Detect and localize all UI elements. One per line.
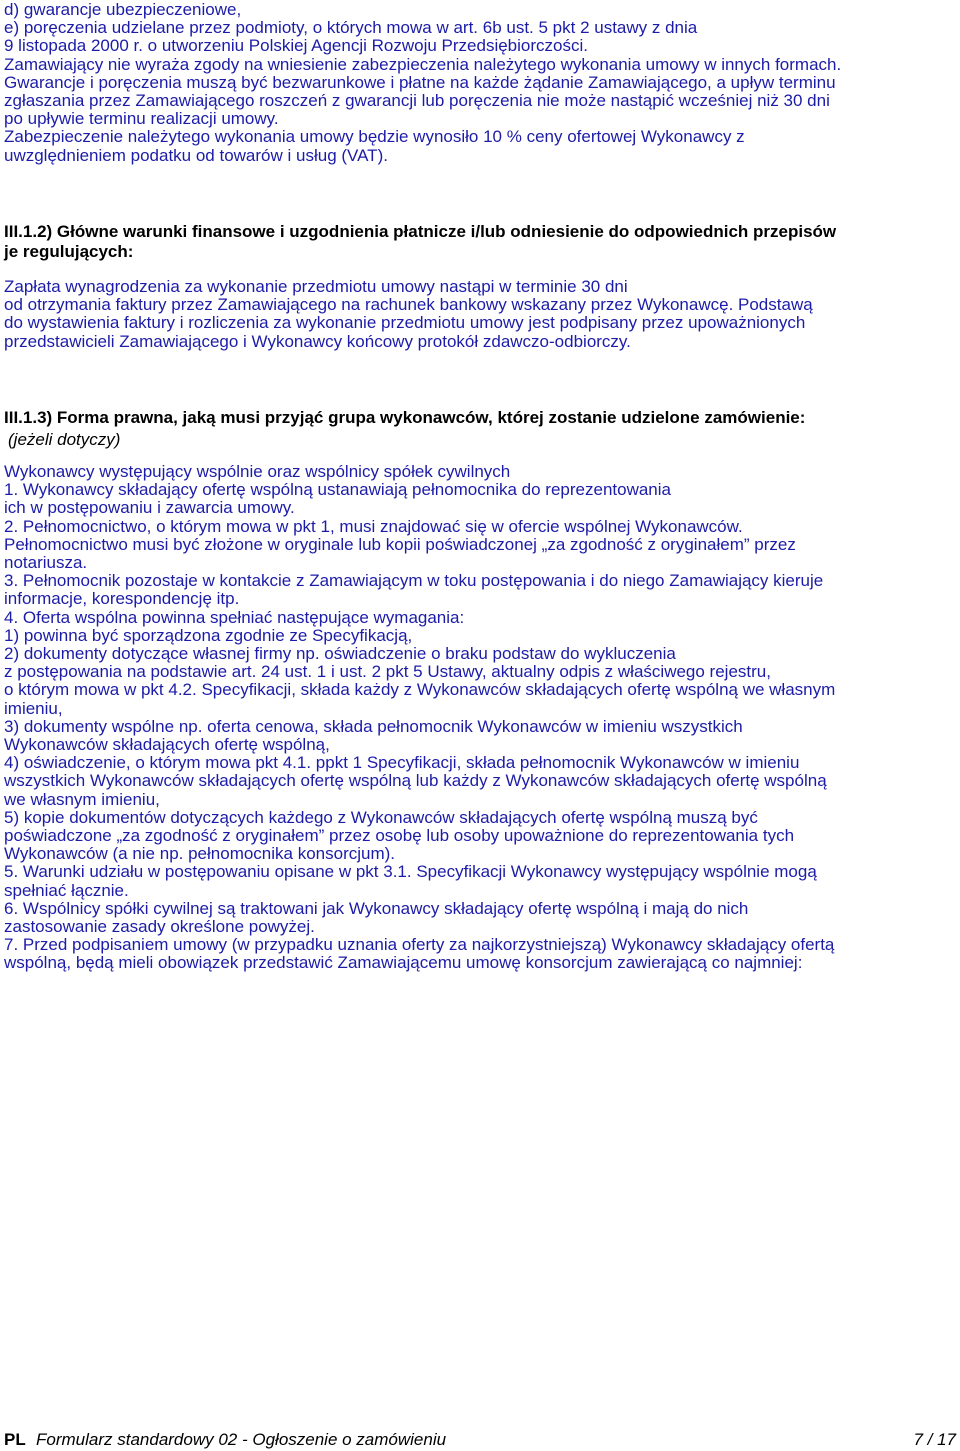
text-line: imieniu, (4, 698, 63, 718)
text-line: ich w postępowaniu i zawarcia umowy. (4, 498, 295, 518)
footer-page-number: 7 / 17 (913, 1430, 956, 1449)
text-line: wspólną, będą mieli obowiązek przedstawić Zamawiającemu umowę konsorcjum zawierającą co najmniej: (4, 953, 803, 973)
section-legal-form (4, 408, 954, 450)
text-line: 5. Warunki udziału w postępowaniu opisane w pkt 3.1. Specyfikacji Wykonawcy występujący wspólnie mogą (4, 862, 817, 882)
text-line: Zabezpieczenie należytego wykonania umowy będzie wynosiło 10 % ceny ofertowej Wykonawcy z (4, 127, 745, 147)
text-line: 3. Pełnomocnik pozostaje w kontakcie z Zamawiającym w toku postępowania i do niego Zamawiający kieruje (4, 571, 824, 591)
text-line: 1. Wykonawcy składający ofertę wspólną ustanawiają pełnomocnika do reprezentowania (4, 480, 671, 500)
legal-form-text (4, 463, 954, 973)
text-line: 7. Przed podpisaniem umowy (w przypadku uznania oferty za najkorzystniejszą) Wykonawcy składający ofertą (4, 935, 835, 955)
text-line: 1) powinna być sporządzona zgodnie ze Specyfikacją, (4, 625, 413, 645)
text-line: notariusza. (4, 553, 88, 573)
section-note: (jeżeli dotyczy) (8, 430, 121, 449)
text-line: informacje, korespondencję itp. (4, 589, 240, 609)
footer-form-title: Formularz standardowy 02 - Ogłoszenie o zamówieniu (36, 1430, 447, 1449)
text-line: do wystawienia faktury i rozliczenia za wykonanie przedmiotu umowy jest podpisany przez upoważnionych (4, 313, 806, 333)
text-line: e) poręczenia udzielane przez podmioty, o których mowa w art. 6b ust. 5 pkt 2 ustawy z dnia (4, 18, 698, 38)
section-heading: III.1.2) Główne warunki finansowe i uzgodnienia płatnicze i/lub odniesienie do odpowiednich przepisów (4, 222, 837, 241)
financial-conditions-text (4, 278, 954, 351)
text-line: uwzględnieniem podatku od towarów i usług (VAT). (4, 145, 388, 165)
section-heading: III.1.3) Forma prawna, jaką musi przyjąć grupa wykonawców, której zostanie udzielone zamówienie: (4, 408, 806, 427)
text-line: Wykonawców składających ofertę wspólną, (4, 735, 330, 755)
text-line: 4) oświadczenie, o którym mowa pkt 4.1. ppkt 1 Specyfikacji, składa pełnomocnik Wykonawców w imieniu (4, 753, 800, 773)
text-line: przedstawicieli Zamawiającego i Wykonawcy końcowy protokół zdawczo-odbiorczy. (4, 331, 631, 351)
text-line: d) gwarancje ubezpieczeniowe, (4, 0, 242, 19)
text-line: Pełnomocnictwo musi być złożone w oryginale lub kopii poświadczonej „za zgodność z oryginałem” przez (4, 534, 796, 554)
section-financial-conditions (4, 222, 954, 262)
text-line: 9 listopada 2000 r. o utworzeniu Polskiej Agencji Rozwoju Przedsiębiorczości. (4, 36, 588, 56)
text-line: Zamawiający nie wyraża zgody na wniesienie zabezpieczenia należytego wykonania umowy w innych formach. (4, 54, 842, 74)
page-footer (0, 1426, 960, 1450)
text-line: poświadczone „za zgodność z oryginałem” przez osobę lub osoby upoważnione do reprezentowania tych (4, 826, 795, 846)
text-line: wszystkich Wykonawców składających ofertę wspólną lub każdy z Wykonawców składających ofertę wspólną (4, 771, 827, 791)
text-line: 2. Pełnomocnictwo, o którym mowa w pkt 1, musi znajdować się w ofercie wspólnej Wykonawców. (4, 516, 743, 536)
text-line: Gwarancje i poręczenia muszą być bezwarunkowe i płatne na każde żądanie Zamawiającego, a upływ terminu (4, 72, 836, 92)
text-line: we własnym imieniu, (4, 789, 160, 809)
footer-language-code: PL (4, 1430, 26, 1449)
text-line: o którym mowa w pkt 4.2. Specyfikacji, składa każdy z Wykonawców składających ofertę wspólną we własnym (4, 680, 836, 700)
text-line: spełniać łącznie. (4, 880, 129, 900)
text-line: po upływie terminu realizacji umowy. (4, 109, 279, 129)
text-line: Wykonawców (a nie np. pełnomocnika konsorcjum). (4, 844, 396, 864)
text-line: 4. Oferta wspólna powinna spełniać następujące wymagania: (4, 607, 465, 627)
text-line: Wykonawcy występujący wspólnie oraz wspólnicy spółek cywilnych (4, 462, 511, 481)
text-line: 5) kopie dokumentów dotyczących każdego z Wykonawców składających ofertę wspólną muszą być (4, 807, 758, 827)
section-heading-continued: je regulujących: (4, 242, 134, 261)
text-line: zastosowanie zasady określone powyżej. (4, 917, 315, 937)
text-line: zgłaszania przez Zamawiającego roszczeń z gwarancji lub poręczenia nie może nastąpić wcześniej niż 30 dni (4, 91, 830, 111)
guarantee-forms-block (4, 1, 954, 165)
text-line: od otrzymania faktury przez Zamawiającego na rachunek bankowy wskazany przez Wykonawcę. Podstawą (4, 295, 813, 315)
text-line: 6. Wspólnicy spółki cywilnej są traktowani jak Wykonawcy składający ofertę wspólną i mają do nich (4, 898, 749, 918)
text-line: 2) dokumenty dotyczące własnej firmy np. oświadczenie o braku podstaw do wykluczenia (4, 644, 676, 664)
text-line: 3) dokumenty wspólne np. oferta cenowa, składa pełnomocnik Wykonawców w imieniu wszystkich (4, 716, 743, 736)
text-line: z postępowania na podstawie art. 24 ust. 1 i ust. 2 pkt 5 Ustawy, aktualny odpis z właściwego rejestru, (4, 662, 771, 682)
text-line: Zapłata wynagrodzenia za wykonanie przedmiotu umowy nastąpi w terminie 30 dni (4, 277, 628, 296)
